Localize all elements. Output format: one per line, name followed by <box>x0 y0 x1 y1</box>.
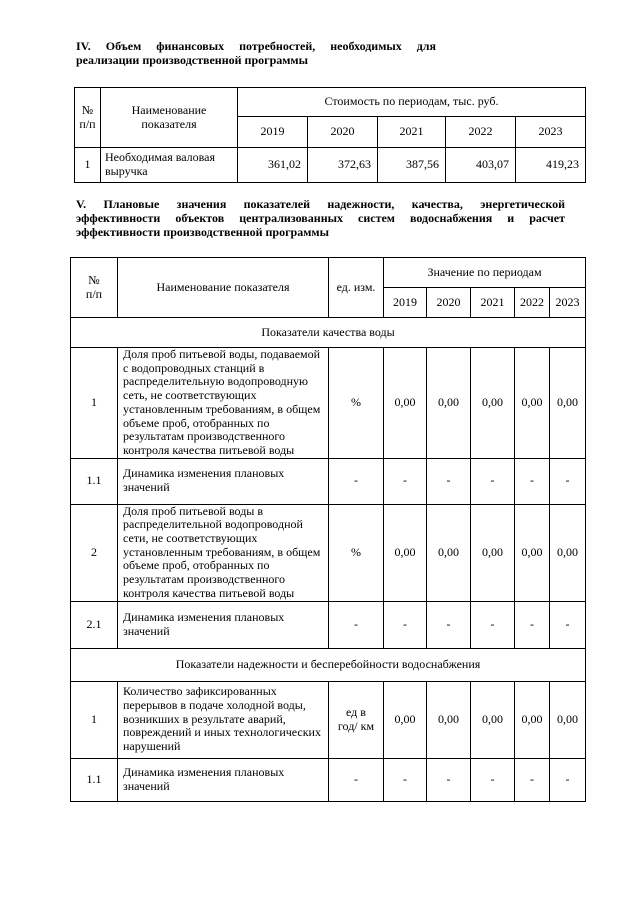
indicators-table <box>70 257 586 802</box>
cell-value: - <box>427 601 471 648</box>
table-row <box>71 601 586 648</box>
cell-value: 0,00 <box>550 681 586 758</box>
cell-unit-text: - <box>354 771 358 786</box>
column-group-header: Стоимость по периодам, тыс. руб. <box>238 88 586 117</box>
column-header-number-text: № п/п <box>85 272 103 301</box>
cell-name: Необходимая валовая выручка <box>101 148 238 183</box>
cell-unit-text: % <box>351 394 361 409</box>
year-header: 2020 <box>427 288 471 318</box>
column-header-unit: ед. изм. <box>329 258 384 318</box>
cell-number: 1.1 <box>71 458 118 504</box>
cell-value: 0,00 <box>427 681 471 758</box>
cell-value: - <box>515 458 550 504</box>
table-row <box>71 458 586 504</box>
cell-value: 0,00 <box>384 348 427 459</box>
table-row <box>71 504 586 601</box>
year-header: 2023 <box>550 288 586 318</box>
column-header-name: Наименование показателя <box>118 258 329 318</box>
cell-value: 0,00 <box>515 681 550 758</box>
cell-name: Динамика изменения плановых значений <box>118 601 329 648</box>
column-header-number: № п/п <box>75 88 101 148</box>
column-group-header: Значение по периодам <box>384 258 586 288</box>
group-title: Показатели надежности и бесперебойности водоснабжения <box>71 648 586 681</box>
cell-value: - <box>550 758 586 801</box>
cell-name: Динамика изменения плановых значений <box>118 458 329 504</box>
cell-value: 0,00 <box>471 681 515 758</box>
cell-value: - <box>384 758 427 801</box>
cell-value: 403,07 <box>446 148 516 183</box>
group-row <box>71 318 586 348</box>
cell-value: 0,00 <box>550 348 586 459</box>
cell-name: Количество зафиксированных перерывов в подаче холодной воды, возникших в результате аварий, повреждений и иных технологических нарушений <box>118 681 329 758</box>
cell-unit-text: - <box>354 473 358 488</box>
cell-value: - <box>427 458 471 504</box>
cell-number: 2 <box>71 504 118 601</box>
table-row <box>71 758 586 801</box>
cell-number: 1.1 <box>71 758 118 801</box>
cell-value: 0,00 <box>384 681 427 758</box>
financial-needs-table <box>74 87 586 183</box>
table-row <box>75 148 586 183</box>
cell-number: 1 <box>71 348 118 459</box>
cell-value: 0,00 <box>471 504 515 601</box>
cell-value: - <box>471 458 515 504</box>
year-header: 2019 <box>384 288 427 318</box>
cell-unit <box>329 601 384 648</box>
group-row <box>71 648 586 681</box>
cell-value: - <box>384 601 427 648</box>
cell-value: - <box>515 601 550 648</box>
section-5-heading: V. Плановые значения показателей надежности, качества, энергетической эффективности объектов централизованных систем водоснабжения и расчет эффективности производственной программы <box>76 197 565 239</box>
cell-value: - <box>471 758 515 801</box>
year-header: 2023 <box>516 117 586 148</box>
cell-unit <box>329 758 384 801</box>
year-header: 2021 <box>378 117 446 148</box>
cell-unit <box>329 504 384 601</box>
year-header: 2022 <box>515 288 550 318</box>
cell-unit <box>329 348 384 459</box>
cell-value: 361,02 <box>238 148 308 183</box>
section-4-heading: IV. Объем финансовых потребностей, необходимых для реализации производственной программы <box>76 39 436 67</box>
cell-value: 0,00 <box>427 504 471 601</box>
cell-value: 0,00 <box>515 504 550 601</box>
cell-value: 0,00 <box>515 348 550 459</box>
cell-value: - <box>427 758 471 801</box>
cell-number: 1 <box>75 148 101 183</box>
cell-value: - <box>384 458 427 504</box>
column-header-name-text: Наименование показателя <box>131 102 207 131</box>
year-header: 2021 <box>471 288 515 318</box>
cell-unit-text: % <box>351 544 361 559</box>
cell-value: 0,00 <box>384 504 427 601</box>
cell-value: 0,00 <box>550 504 586 601</box>
cell-value: 419,23 <box>516 148 586 183</box>
cell-value: - <box>471 601 515 648</box>
year-header: 2022 <box>446 117 516 148</box>
cell-name: Доля проб питьевой воды в распределительной водопроводной сети, не соответствующих установленным требованиям, в общем объеме проб, отобранных по результатам производственного контроля качества питьевой воды <box>118 504 329 601</box>
cell-unit-text: ед в год/ км <box>337 704 375 733</box>
cell-number: 1 <box>71 681 118 758</box>
group-title: Показатели качества воды <box>71 318 586 348</box>
cell-value: - <box>550 458 586 504</box>
table-header-row <box>71 258 586 288</box>
cell-name: Доля проб питьевой воды, подаваемой с водопроводных станций в распределительную водопроводную сеть, не соответствующих установленным требованиям, в общем объеме проб, отобранных по результатам производственного контроля качества питьевой воды <box>118 348 329 459</box>
cell-value: - <box>515 758 550 801</box>
cell-value: 0,00 <box>471 348 515 459</box>
year-header: 2020 <box>308 117 378 148</box>
cell-unit-text: - <box>354 616 358 631</box>
cell-name: Динамика изменения плановых значений <box>118 758 329 801</box>
cell-unit <box>329 681 384 758</box>
cell-number: 2.1 <box>71 601 118 648</box>
cell-unit <box>329 458 384 504</box>
cell-value: 387,56 <box>378 148 446 183</box>
table-row <box>71 348 586 459</box>
column-header-name <box>101 88 238 148</box>
table-header-row <box>75 88 586 117</box>
cell-value: 372,63 <box>308 148 378 183</box>
table-row <box>71 681 586 758</box>
cell-value: 0,00 <box>427 348 471 459</box>
year-header: 2019 <box>238 117 308 148</box>
column-header-number <box>71 258 118 318</box>
cell-value: - <box>550 601 586 648</box>
